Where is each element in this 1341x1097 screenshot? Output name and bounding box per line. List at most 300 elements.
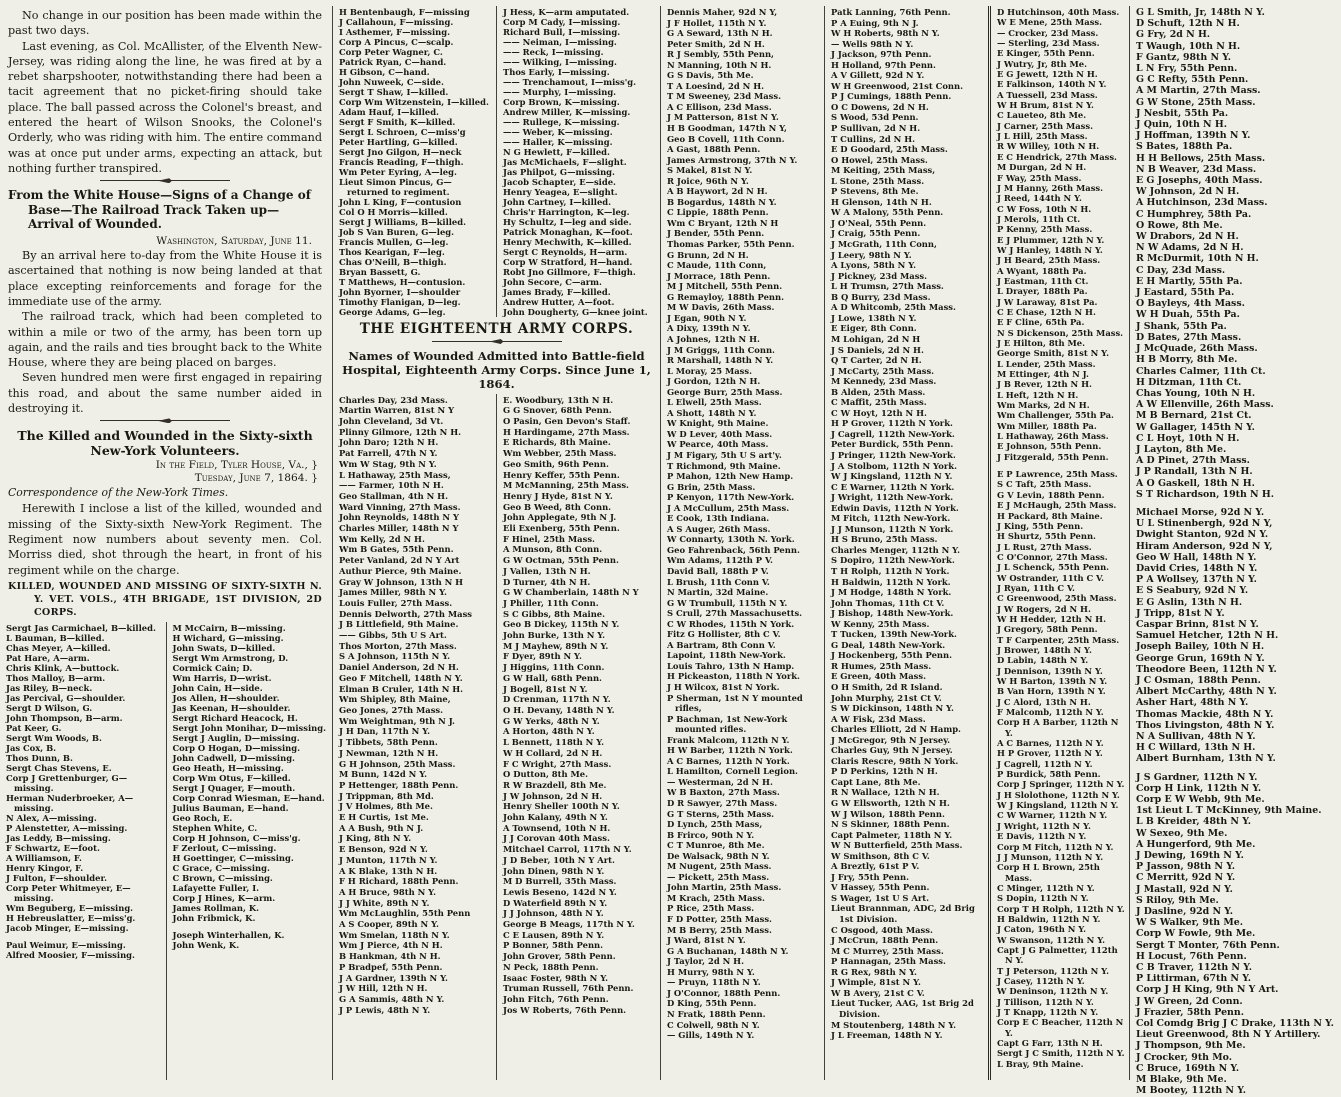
casualty-entry: A Johnes, 12th N H. (667, 333, 760, 344)
casualty-entry: Samuel Hetcher, 12th N H. (1136, 630, 1279, 642)
casualty-entry: P Bradpef, 55th Penn. (339, 961, 443, 972)
casualty-entry: John Cleveland, 3d Vt. (339, 416, 444, 427)
casualty-entry: Pat Hare, A—arm. (6, 652, 90, 663)
casualty-entry: B Hankman, 4th N H. (339, 951, 441, 962)
casualty-entry: — Pickett, 25th Mass. (667, 871, 770, 882)
casualty-entry: S Riloy, 9th Me. (1136, 894, 1219, 906)
casualty-entry: Caspar Brinn, 81st N Y. (1136, 618, 1259, 630)
casualty-entry: John Burke, 13th N Y. (503, 630, 606, 641)
casualty-entry: T Cullins, 2d N H. (831, 133, 916, 144)
casualty-entry: Frank Malcom, 112th N Y. (667, 734, 790, 745)
casualty-entry: Sergt F Smith, K—killed. (339, 117, 456, 127)
casualty-entry: H P Grover, 112th N Y. (997, 748, 1103, 759)
major-column-2 (332, 6, 660, 1080)
casualty-entry: W Swanson, 112th N Y. (997, 934, 1106, 945)
casualty-entry: M Nugent, 25th Mass. (667, 861, 772, 872)
casualty-entry: M McManning, 25th Mass. (503, 480, 629, 491)
casualty-entry: C Minger, 112th N Y. (997, 882, 1095, 893)
casualty-entry: A C Barnes, 112th N Y. (997, 738, 1104, 749)
casualty-entry: H Hardingame, 27th Mass. (503, 426, 630, 437)
list-gap (6, 933, 163, 940)
casualty-entry: L Hathaway, 26th Mass. (997, 431, 1109, 442)
casualty-entry: Peter Vanland, 2d N Y Art (339, 555, 460, 566)
casualty-entry: R Joice, 96th N Y. (667, 175, 749, 186)
casualty-entry: W N Butterfield, 25th Mass. (831, 840, 963, 851)
casualty-entry: J T Knapp, 112th N Y. (997, 1007, 1099, 1017)
casualty-entry: Wm Weightman, 9th N J. (339, 715, 455, 726)
casualty-list (496, 6, 660, 317)
casualty-entry: H C Willard, 13th N H. (1136, 742, 1256, 754)
casualty-entry: C Maffit, 25th Mass. (831, 397, 927, 408)
casualty-entry: J Shank, 55th Pa. (1136, 320, 1227, 332)
casualty-entry: J Brower, 148th N Y. (997, 644, 1092, 655)
casualty-entry: J M Patterson, 81st N Y. (667, 112, 779, 123)
casualty-entry: I Asthemer, F—missing. (339, 27, 450, 37)
casualty-entry: O Howel, 25th Mass. (831, 154, 928, 165)
casualty-entry: John Thompson, B—arm. (6, 712, 123, 723)
casualty-entry: E Cook, 13th Indiana. (667, 513, 770, 524)
casualty-entry: —— Gibbs, 5th U S Art. (339, 630, 447, 641)
casualty-entry: Chris Klink, A—buttock. (6, 662, 120, 673)
casualty-entry: C Maude, 11th Conn, (667, 260, 767, 271)
casualty-entry: M Fitch, 112th New-York. (831, 513, 951, 524)
casualty-entry: Jas Philpot, G—missing. (503, 167, 615, 177)
casualty-entry: James Brady, F—killed. (503, 287, 611, 297)
casualty-entry: J Tibbets, 58th Penn. (339, 737, 438, 748)
casualty-entry: Jos Allen, H—shoulder. (172, 692, 280, 703)
casualty-entry: Chris'r Harrington, K—leg. (503, 207, 630, 217)
casualty-entry: Wm Adams, 112th P V. (667, 555, 773, 566)
casualty-entry: J M Figary, 5th U S art'y. (667, 449, 782, 460)
casualty-entry: L N Fry, 55th Penn. (1136, 63, 1238, 75)
casualty-entry: Sergt Jas Carmichael, B—killed. (6, 622, 156, 633)
casualty-entry: F Hinel, 25th Mass. (503, 533, 595, 544)
casualty-entry: Corp W Stratford, H—hand. (503, 257, 633, 267)
casualty-entry: J Hoffman, 139th N Y. (1136, 130, 1251, 142)
casualty-entry: J McGregor, 9th N Jersey. (831, 734, 951, 745)
casualty-entry: P Jasson, 98th N Y. (1136, 861, 1236, 873)
casualty-entry: Henry J Hyde, 81st N Y. (503, 490, 613, 501)
casualty-entry: G T Sterns, 25th Mass. (667, 808, 775, 819)
casualty-entry: J Higgins, 11th Conn. (503, 662, 605, 673)
casualty-entry: —— Trenchamout, I—miss'g. (503, 77, 637, 87)
casualty-entry: S Crull, 27th Massachusetts. (667, 608, 803, 619)
casualty-entry: Capt Lane, 8th Me. (831, 776, 921, 787)
casualty-entry: D Turner, 4th N H. (503, 576, 591, 587)
casualty-entry: N Martin, 32d Maine. (667, 587, 769, 598)
casualty-entry: J Lowe, 138th N Y. (831, 312, 917, 323)
casualty-entry: J Egan, 90th N Y. (667, 312, 747, 323)
casualty-entry: L Bray, 9th Maine. (997, 1058, 1084, 1069)
casualty-entry: Jas Leddy, B—missing. (6, 832, 111, 843)
casualty-entry: N Peck, 188th Penn. (503, 961, 599, 972)
casualty-entry: B Frirco, 90th N Y. (667, 829, 755, 840)
casualty-entry: Wm C Bryant, 12th N H (667, 217, 779, 228)
casualty-entry: Jas Keenan, H—shoulder. (172, 702, 291, 713)
casualty-entry: M Krach, 25th Mass. (667, 892, 765, 903)
casualty-entry: O Rowe, 8th Me. (1136, 219, 1223, 231)
casualty-entry: A Dixy, 139th N Y. (667, 323, 751, 334)
casualty-entry: E H Martly, 55th Pa. (1136, 275, 1243, 287)
casualty-entry: N Alex, A—missing. (6, 812, 97, 823)
casualty-entry: R W Brazdell, 8th Me. (503, 779, 607, 790)
casualty-entry: Corp H A Barber, 112th N Y. (997, 717, 1119, 738)
casualty-entry: Sergt T Monter, 76th Penn. (1136, 939, 1280, 951)
casualty-entry: E C Hendrick, 27th Mass. (997, 151, 1117, 162)
casualty-entry: M Bootey, 112th N Y. (1136, 1085, 1247, 1097)
article-heading-white-house: From the White House—Signs of a Change of Base—The Railroad Track Taken up—Arrival of Wounded. (8, 188, 311, 232)
casualty-entry: Corp M Fitch, 112th N Y. (997, 841, 1114, 852)
casualty-entry: Geo Stallman, 4th N H. (339, 490, 448, 501)
casualty-entry: O H. Devany, 148th N Y. (503, 705, 615, 715)
casualty-entry: E Davis, 112th N Y. (997, 831, 1087, 842)
casualty-entry: Wm Beguberg, E—missing. (6, 902, 134, 913)
casualty-entry: H Bentenbaugh, F—missing (339, 7, 470, 17)
casualty-entry: Sergt Richard Heacock, H. (172, 712, 298, 723)
casualty-entry: M B Bernard, 21st Ct. (1136, 410, 1252, 422)
casualty-entry: W J Kingsland, 112th N Y. (997, 800, 1119, 811)
casualty-entry: G C Refty, 55th Penn. (1136, 74, 1249, 86)
casualty-entry: H H Bellows, 25th Mass. (1136, 152, 1266, 164)
casualty-entry: Geo Jones, 27th Mass. (339, 705, 444, 715)
major-column-1 (0, 6, 332, 1080)
dateline-line: In the Field, Tyler House, Va., } (155, 459, 318, 472)
casualty-entry: Wm McLaughlin, 55th Penn (339, 908, 471, 919)
casualty-entry: Peter Burdick, 55th Penn. (831, 439, 954, 450)
article-heading-sixty-sixth: The Killed and Wounded in the Sixty-sixth New-York Volunteers. (17, 428, 313, 459)
casualty-entry: Sergt Chas Stevens, E. (6, 762, 112, 773)
casualty-entry: J A Gardner, 139th N Y. (339, 972, 448, 983)
casualty-entry: J Casey, 112th N Y. (997, 975, 1085, 986)
casualty-entry: C Greenwood, 25th Mass. (997, 593, 1117, 604)
casualty-entry: —— Neiman, I—missing. (503, 37, 617, 47)
casualty-entry: H Hebreuslatter, E—miss'g. (6, 912, 136, 923)
casualty-entry: W Johnson, 2d N H. (1136, 186, 1240, 198)
casualty-entry: Richard Bull, I—missing. (503, 27, 621, 37)
casualty-entry: Herman Nuderbroeker, A—missing. (6, 792, 134, 813)
casualty-entry: L Bauman, B—killed. (6, 632, 105, 643)
casualty-entry: M Bunn, 142d N Y. (339, 769, 428, 780)
casualty-entry: H Ditzman, 11th Ct. (1136, 376, 1242, 388)
casualty-entry: H S Bruno, 25th Mass. (831, 534, 938, 545)
casualty-entry: A Lyons, 58th N Y. (831, 260, 917, 271)
casualty-entry: G A Buchanan, 148th N Y. (667, 945, 789, 956)
casualty-entry: M Kennedy, 23d Mass. (831, 376, 937, 387)
casualty-entry: Adam Hauf, I—killed. (339, 107, 439, 117)
casualty-entry: Peter Hartling, G—killed. (339, 137, 458, 147)
casualty-entry: A S Cooper, 89th N Y. (339, 919, 439, 930)
casualty-entry: Wm Challenger, 55th Pa. (997, 410, 1114, 421)
casualty-entry: H Locust, 76th Penn. (1136, 950, 1247, 962)
casualty-entry: John Byorner, I—shoulder (339, 287, 461, 297)
casualty-entry: H Pickeaston, 118th N York. (667, 671, 800, 682)
casualty-entry: Dwight Stanton, 92d N Y. (1136, 529, 1269, 541)
casualty-entry: A K Blake, 13th N H. (339, 865, 438, 876)
section-divider (100, 420, 230, 424)
casualty-entry: W H Barton, 139th N Y. (997, 676, 1108, 686)
casualty-entry: W Gallager, 145th N Y. (1136, 421, 1255, 433)
casualty-entry: —— Weber, K—missing. (503, 127, 613, 137)
article-paragraph: By an arrival here to-day from the White House it is ascertained that nothing is now being landed at that place excepting reinforcements and forage for the immediate use of the army. (8, 249, 322, 308)
casualty-entry: E G Jewett, 12th N H. (997, 69, 1098, 80)
casualty-entry: — Westerman, 2d N H. (667, 776, 773, 787)
casualty-entry: Louis Fuller, 27th Mass. (339, 597, 453, 608)
casualty-entry: Patrick Ryan, C—hand. (339, 57, 447, 67)
casualty-entry: George Grun, 169th N Y. (1136, 652, 1265, 664)
casualty-entry: T Waugh, 10th N H. (1136, 40, 1241, 52)
casualty-entry: N Fratk, 188th Penn. (667, 1008, 766, 1019)
casualty-entry: G V Levin, 188th Penn. (997, 489, 1105, 500)
casualty-entry: John Wenk, K. (172, 939, 240, 950)
casualty-entry: Corp Wm Witzenstein, I—killed. (339, 97, 489, 107)
casualty-entry: Thos Kearigan, F—leg. (339, 247, 445, 257)
section-divider (100, 180, 230, 184)
list-gap (173, 923, 330, 930)
casualty-entry: J Dasline, 92d N Y. (1136, 906, 1234, 918)
casualty-entry: Lieut Tucker, AAG, 1st Brig 2d Division. (831, 998, 974, 1019)
casualty-entry: C Humphrey, 58th Pa. (1136, 208, 1252, 220)
casualty-entry: C Grace, C—missing. (172, 862, 270, 873)
casualty-entry: J King, 55th Penn. (997, 520, 1084, 531)
casualty-entry: F Dyer, 89th N Y. (503, 651, 582, 662)
casualty-entry: J S Gardner, 112th N Y. (1136, 771, 1258, 783)
casualty-entry: G W Yerks, 48th N Y. (503, 715, 600, 726)
casualty-entry: L Hathaway, 25th Mass, (339, 469, 451, 480)
casualty-entry: E Richards, 8th Maine. (503, 437, 611, 448)
casualty-entry: Geo B Dickey, 115th N Y. (503, 619, 620, 630)
casualty-list-pair (0, 622, 332, 1080)
casualty-entry: George Adams, G—leg. (339, 307, 446, 317)
casualty-entry: H Glenson, 14th N H. (831, 196, 932, 207)
casualty-entry: C E Warner, 112th N York. (831, 481, 955, 492)
casualty-entry: O C Dowens, 2d N H. (831, 101, 929, 112)
casualty-entry: Jos W Roberts, 76th Penn. (503, 1004, 627, 1015)
casualty-entry: Sergt J C Smith, 112th N Y. (997, 1048, 1125, 1059)
casualty-entry: J Mastall, 92d N Y. (1136, 883, 1233, 895)
casualty-entry: D Labin, 148th N Y. (997, 655, 1089, 666)
casualty-entry: Henry Sheller 100th N Y. (503, 801, 620, 812)
casualty-entry: George Smith, 81st N Y. (997, 348, 1109, 359)
casualty-entry: Corp W Fowle, 9th Me. (1136, 928, 1256, 940)
casualty-entry: J Jackson, 97th Penn. (831, 49, 932, 60)
casualty-entry: J Fulton, F—shoulder. (6, 872, 108, 883)
casualty-entry: Col Comdg Brig J C Drake, 113th N Y. (1136, 1018, 1334, 1030)
casualty-entry: George B Meags, 117th N Y. (503, 919, 635, 930)
casualty-entry: J Fitzgerald, 55th Penn. (997, 451, 1109, 462)
casualty-entry: Jas Riley, B—neck. (6, 682, 93, 693)
article-paragraph: No change in our position has been made within the past two days. (8, 9, 322, 38)
casualty-list (333, 6, 496, 317)
casualty-entry: E Green, 40th Mass. (831, 671, 927, 682)
casualty-entry: Peter Smith, 2d N H. (667, 38, 765, 49)
casualty-entry: P A Euing, 9th N J. (831, 17, 919, 28)
casualty-entry: John Swats, D—killed. (172, 642, 276, 653)
casualty-entry: John Nuweek, C—side. (339, 77, 444, 87)
casualty-entry: J L Freeman, 148th N Y. (831, 1030, 943, 1041)
casualty-entry: T A Loesind, 2d N H. (667, 80, 765, 91)
casualty-entry: D King, 55th Penn. (667, 998, 757, 1009)
casualty-entry: Joseph Bailey, 10th N H. (1136, 641, 1265, 653)
casualty-entry: Lewis Beseno, 142d N Y. (503, 886, 617, 897)
casualty-entry: A Horton, 48th N Y. (503, 726, 595, 737)
casualty-entry: J Layton, 8th Me. (1136, 443, 1227, 455)
casualty-entry: J Bishop, 148th New-York. (831, 608, 954, 619)
casualty-entry: J Carner, 25th Mass. (997, 120, 1094, 131)
casualty-entry: A A Bush, 9th N J. (339, 822, 424, 833)
article-paragraph: Last evening, as Col. McAllister, of the Elventh New-Jersey, was riding along the line, he was fired at by a rebet sharpshooter, notwithstanding there had been a tacit agreement that no picket-firing should take place. The ball passed across the Colonel's breast, and entered the heart of Wilson Snooks, the Colonel's Orderly, who was riding with him. The entire command was at once put under arms, expecting an attack, but nothing further transpired. (8, 39, 322, 175)
casualty-entry: Thos Dunn, B. (6, 752, 73, 763)
casualty-entry: A Shott, 148th N Y. (667, 407, 757, 418)
casualty-entry: John Dinen, 98th N Y. (503, 865, 605, 876)
casualty-entry: Fitz G Hollister, 8th C V. (667, 629, 781, 640)
casualty-entry: P Hettenger, 188th Penn. (339, 779, 459, 790)
casualty-entry: P Hannagan, 25th Mass. (831, 956, 946, 967)
casualty-entry: W Drabors, 2d N H. (1136, 231, 1239, 243)
casualty-entry: F H Richard, 188th Penn. (339, 876, 459, 887)
casualty-entry: M W Davis, 26th Mass. (667, 302, 775, 313)
casualty-entry: Charles Menger, 112th N Y. (831, 544, 960, 555)
casualty-entry: W J Wilson, 188th Penn. (831, 808, 945, 819)
casualty-entry: Bryan Bassett, G. (339, 267, 421, 277)
casualty-entry: M Stoutenberg, 148th N Y. (831, 1019, 957, 1030)
casualty-entry: J Callahoun, F—missing. (339, 17, 454, 27)
casualty-entry: F Way, 25th Mass. (997, 172, 1082, 183)
casualty-entry: J W Green, 2d Conn. (1136, 995, 1243, 1007)
casualty-entry: David Cries, 148th N Y. (1136, 562, 1258, 574)
casualty-entry: P Alenstetter, A—missing. (6, 822, 128, 833)
casualty-entry: Corp Conrad Wiesman, E—hand. (172, 792, 325, 803)
casualty-entry: A W Ellenville, 26th Mass. (1136, 399, 1274, 411)
casualty-entry: W D Lever, 40th Mass. (667, 428, 773, 439)
casualty-entry: G Brin, 25th Mass. (667, 481, 756, 492)
casualty-entry: J A McCullum, 25th Mass. (667, 502, 790, 513)
casualty-entry: J B Rever, 12th N H. (997, 379, 1092, 390)
casualty-entry: E Johnson, 55th Penn. (997, 441, 1102, 452)
casualty-entry: Lieut Brannman, ADC, 2d Brig 1st Division. (831, 903, 975, 925)
casualty-entry: G Brunn, 2d N H. (667, 249, 749, 260)
casualty-entry: N Manning, 10th N H. (667, 59, 772, 70)
casualty-entry: —— Wilking, I—missing. (503, 57, 617, 67)
casualty-entry: Alfred Moosier, F—missing. (6, 949, 135, 960)
casualty-entry: J Philler, 11th Conn. (503, 597, 599, 608)
casualty-entry: Wm Shipley, 8th Maine, (339, 694, 451, 705)
casualty-entry: N G Hewlett, F—killed. (503, 147, 610, 157)
casualty-entry: H Wichard, G—missing. (172, 632, 284, 643)
casualty-entry: J W Hill, 12th N H. (339, 983, 428, 994)
casualty-entry: J Fry, 55th Penn. (831, 871, 910, 882)
casualty-entry: J Gregory, 58th Penn. (997, 624, 1098, 635)
casualty-entry: Lafayette Fuller, I. (172, 882, 260, 893)
casualty-entry: V Hassey, 55th Penn. (831, 882, 930, 893)
casualty-entry: S Dopin, 112th N Y. (997, 893, 1089, 904)
casualty-entry: Sergt C Reynolds, H—arm. (503, 247, 628, 257)
casualty-entry: Corp E C Beacher, 112th N Y. (997, 1017, 1124, 1038)
casualty-entry: C E Chase, 12th N H. (997, 306, 1096, 317)
casualty-entry: S C Taft, 25th Mass. (997, 479, 1092, 490)
casualty-entry: S Bates, 188th Pa. (1136, 141, 1233, 153)
casualty-entry: Sergt John Monihar, D—missing. (172, 722, 327, 733)
casualty-entry: J V Holmes, 8th Me. (339, 801, 433, 812)
article-paragraph: The railroad track, which had been completed to within a mile or two of the army, has been torn up again, and the rails and ties brought back to the White House, where they are being placed on barges. (8, 310, 322, 370)
casualty-entry: C Colwell, 98th N Y. (667, 1019, 760, 1030)
casualty-entry: L Stone, 25th Mass. (831, 175, 925, 186)
casualty-entry: N S Dickenson, 25th Mass. (997, 327, 1124, 338)
casualty-entry: C B Traver, 112th N Y. (1136, 962, 1252, 974)
casualty-entry: W Pearce, 40th Mass. (667, 439, 769, 450)
casualty-entry: P Kenyon, 117th New-York. (667, 492, 795, 503)
casualty-entry: G A Seward, 13th N H. (667, 28, 773, 39)
casualty-entry: Dennis Delworth, 27th Mass (339, 608, 473, 619)
casualty-entry: Corp J Springer, 112th N Y. (997, 779, 1125, 790)
casualty-entry: John L King, F—contusion (339, 197, 462, 207)
article-paragraph: Herewith I inclose a list of the killed, wounded and missing of the Sixty-sixth New-York Regiment. The Regiment now numbers about seventy men. Col. Morriss died, shot through the heart, in front of his regiment while on the charge. (8, 502, 322, 577)
casualty-entry: J Cagrell, 112th New-York. (831, 428, 955, 439)
casualty-entry: Corp J H King, 9th N Y Art. (1136, 984, 1279, 996)
casualty-entry: H Holland, 97th Penn. (831, 59, 936, 70)
casualty-entry: U L Stinenbergh, 92d N Y, (1136, 518, 1273, 530)
casualty-entry: G W Chamberlain, 148th N Y (503, 587, 639, 598)
casualty-entry: Capt G Farr, 13th N H. (997, 1038, 1103, 1049)
casualty-entry: Corp A Pincus, C—scalp. (339, 37, 454, 47)
casualty-entry: J J Munson, 112th N Y. (997, 851, 1104, 862)
article-paragraph: Seven hundred men were first engaged in repairing this road, and about the same number aided in destroying it. (8, 371, 322, 416)
casualty-entry: J S Daniels, 2d N H. (831, 344, 924, 355)
casualty-entry: J Eastard, 55th Pa. (1136, 287, 1235, 299)
casualty-entry: S Wood, 53d Penn. (831, 112, 919, 123)
casualty-entry: Corp E W Webb, 9th Me. (1136, 794, 1265, 806)
casualty-entry: Sergt L Schroen, C—miss'g (339, 127, 466, 137)
casualty-entry: G W Hall, 68th Penn. (503, 672, 602, 683)
casualty-entry: J M Hodge, 148th N York. (831, 587, 952, 598)
casualty-entry: A Breztly, 61st P V. (831, 861, 920, 872)
casualty-entry: C Osgood, 40th Mass. (831, 924, 933, 935)
casualty-entry: Sergt Wm Armstrong, D. (172, 652, 289, 663)
casualty-entry: Jacob Minger, E—missing. (6, 922, 129, 933)
casualty-entry: Geo Heath, H—missing. (172, 762, 284, 773)
casualty-entry: W H Greenwood, 21st Conn. (831, 80, 964, 91)
casualty-entry: P Mahon, 12th New Hamp. (667, 471, 794, 482)
casualty-entry: J C Alord, 13th N H. (997, 696, 1091, 707)
casualty-entry: J W Johnson, 2d N H. (503, 790, 603, 801)
casualty-entry: J King, 8th N Y. (339, 833, 412, 844)
casualty-entry: J Wimple, 81st N Y. (831, 977, 921, 988)
casualty-entry: Corp M Cady, I—missing. (503, 17, 621, 27)
casualty-entry: P Bonner, 58th Penn. (503, 940, 604, 951)
casualty-entry: H Goettinger, C—missing. (172, 852, 294, 863)
casualty-entry: W B Baxton, 27th Mass. (667, 787, 780, 798)
correspondence-credit: Correspondence of the New-York Times. (8, 486, 229, 500)
casualty-entry: L Elwell, 25th Mass. (667, 397, 762, 408)
casualty-entry: C Brown, C—missing. (172, 872, 273, 883)
casualty-entry: A C Ellison, 23d Mass. (667, 101, 772, 112)
casualty-entry: Stephen White, C. (172, 822, 258, 833)
casualty-entry: E Kinger, 55th Penn. (997, 48, 1095, 59)
casualty-entry: C Merritt, 92d N Y. (1136, 872, 1236, 884)
casualty-entry: Wm Marks, 2d N H. (997, 400, 1090, 411)
casualty-entry: W E Mene, 25th Mass. (997, 17, 1103, 28)
casualty-entry: M Durgan, 2d N H. (997, 162, 1087, 173)
casualty-entry: Sergt Wm Woods, B. (6, 732, 102, 743)
casualty-entry: J Munton, 117th N Y. (339, 854, 438, 865)
casualty-entry: J Ryan, 11th C V. (997, 582, 1075, 593)
casualty-entry: J Hess, K—arm amputated. (503, 7, 630, 17)
casualty-entry: E S Seabury, 92d N Y. (1136, 585, 1249, 597)
casualty-entry: Corp J Grettenburger, G—missing. (6, 772, 128, 793)
casualty-entry: R J Sembly, 55th Penn, (667, 49, 774, 60)
casualty-entry: T F Carpenter, 25th Mass. (997, 634, 1120, 645)
casualty-entry: E F Cline, 65th Pa. (997, 317, 1085, 328)
casualty-entry: A H Bruce, 98th N Y. (339, 886, 436, 897)
